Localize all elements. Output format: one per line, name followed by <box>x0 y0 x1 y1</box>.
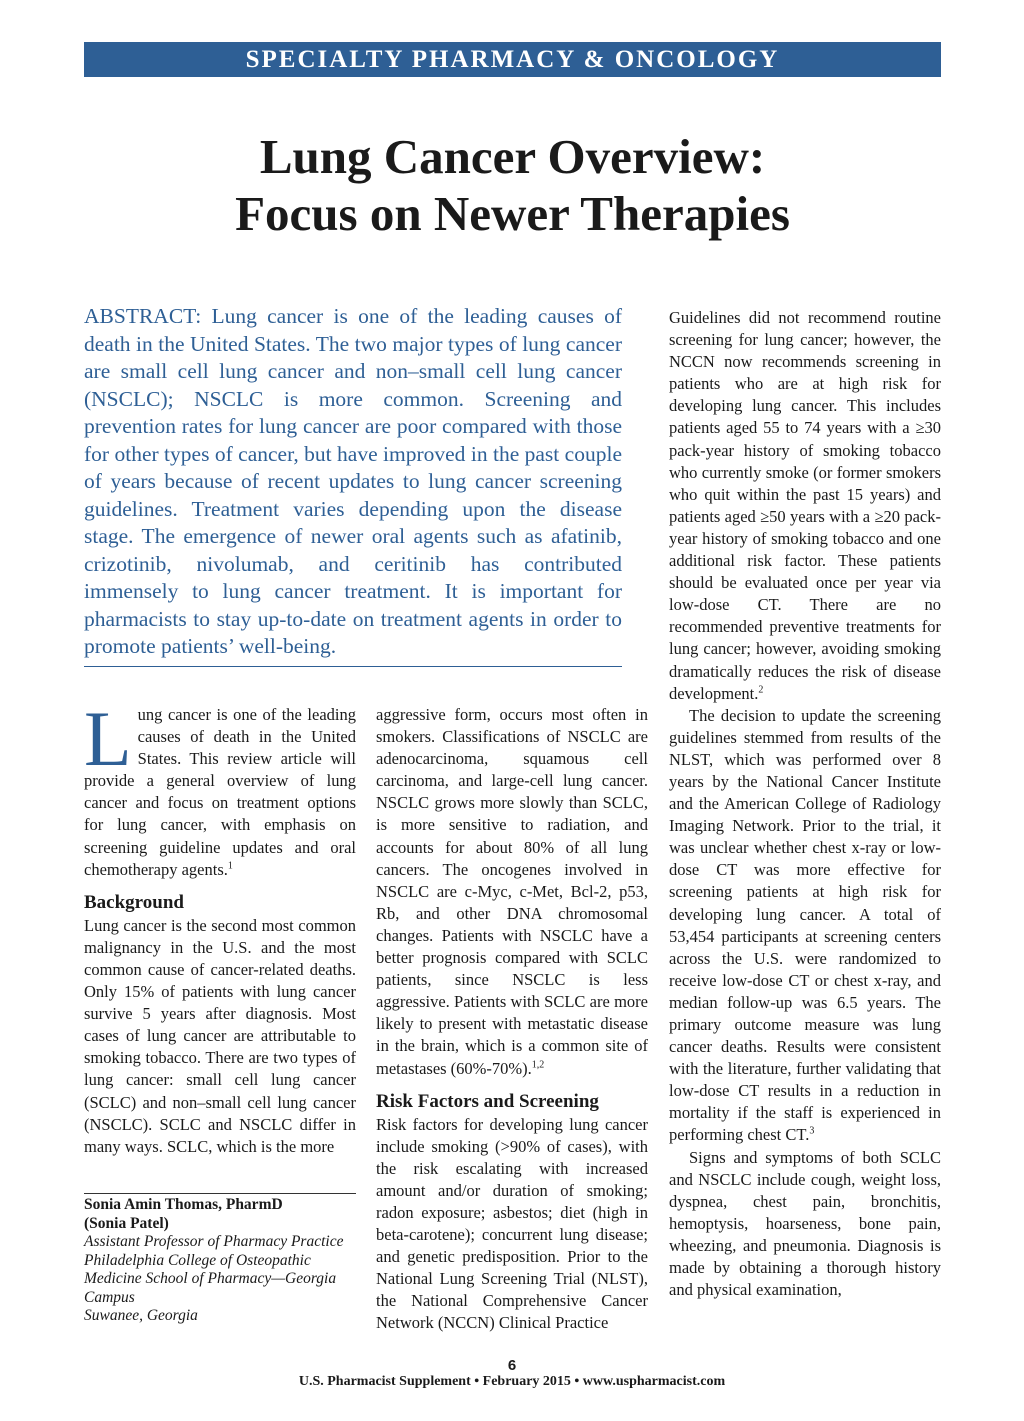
background-text: aggressive form, occurs most often in smokers. Classifications of NSCLC are adenocarcinoma, squamous cell carcinoma, and large-cell lung cancer. NSCLC grows more slowly than SCLC, is more sensitive to radiation, and accounts for about 80% of all lung cancers. The oncogenes involved in NSCLC are c-Myc, c-Met, Bcl-2, p53, Rb, and other DNA chromosomal changes. Patients with NSCLC have a better prognosis compared with SCLC patients, since NSCLC is less aggressive. Patients with SCLC are more likely to present with metastatic disease in the brain, which is a common site of metastases (60%-70%). <box>376 705 648 1078</box>
column-3 <box>669 307 941 1301</box>
title-line-2: Focus on Newer Therapies <box>235 186 790 241</box>
page-number: 6 <box>507 1357 517 1374</box>
background-reference: 1,2 <box>531 1059 545 1070</box>
signs-paragraph: Signs and symptoms of both SCLC and NSCLC include cough, weight loss, dyspnea, chest pain, bronchitis, hemoptysis, hoarseness, bone pain, wheezing, and pneumonia. Diagnosis is made by obtaining a thorough history and physical examination, <box>669 1147 941 1300</box>
risk-reference: 2 <box>758 684 764 696</box>
intro-text: ung cancer is one of the leading causes of death in the United States. This review article will provide a general overview of lung cancer and focus on treatment options for lung cancer, with emphasis on screening guideline updates and oral chemotherapy agents. <box>84 705 356 879</box>
background-paragraph-start: Lung cancer is the second most common malignancy in the U.S. and the most common cause of cancer-related deaths. Only 15% of patients with lung cancer survive 5 years after diagnosis. Most cases of lung cancer are attributable to smoking tobacco. There are two types of lung cancer: small cell lung cancer (SCLC) and non–small cell lung cancer (NSCLC). SCLC and NSCLC differ in many ways. SCLC, which is the more <box>84 915 356 1156</box>
author-institution: Philadelphia College of Osteopathic Medicine School of Pharmacy—Georgia Campus <box>84 1251 337 1306</box>
risk-text: Guidelines did not recommend routine screening for lung cancer; however, the NCCN now recommends screening in patients who are at high risk for developing lung cancer. This includes patients aged 55 to 74 years with a ≥30 pack-year history of smoking tobacco who currently smoke (or former smokers who quit within the past 15 years) and patients aged ≥50 years with a ≥20 pack-year history of smoking tobacco and one additional risk factor. These patients should be evaluated once per year via low-dose CT. There are no recommended preventive treatments for lung cancer; however, avoiding smoking dramatically reduces the risk of disease development. <box>669 308 941 703</box>
risk-heading: Risk Factors and Screening <box>376 1090 599 1112</box>
abstract: ABSTRACT: Lung cancer is one of the leading causes of death in the United States. The two major types of lung cancer are small cell lung cancer and non–small cell lung cancer (NSCLC); NSCLC is more common. Screening and prevention rates for lung cancer are poor compared with those for other types of cancer, but have improved in the past couple of years because of recent updates to lung cancer screening guidelines. Treatment varies depending upon the disease stage. The emergence of newer oral agents such as afatinib, crizotinib, nivolumab, and ceritinib has contributed immensely to lung cancer treatment. It is important for pharmacists to stay up-to-date on treatment agents in order to promote patients’ well-being. <box>84 304 622 658</box>
decision-reference: 3 <box>809 1125 815 1137</box>
intro-reference: 1 <box>227 860 233 872</box>
author-block <box>84 1196 356 1326</box>
risk-paragraph-cont <box>669 307 941 705</box>
title-line-1: Lung Cancer Overview: <box>259 129 766 184</box>
article-title <box>84 128 941 242</box>
column-2 <box>376 704 648 1335</box>
background-paragraph-cont <box>376 704 648 1080</box>
author-location: Suwanee, Georgia <box>84 1307 198 1324</box>
page-footer: U.S. Pharmacist Supplement • February 2015 • www.uspharmacist.com <box>298 1374 726 1389</box>
author-divider <box>84 1193 356 1194</box>
intro-paragraph <box>84 695 356 881</box>
risk-paragraph-start: Risk factors for developing lung cancer include smoking (>90% of cases), with the risk escalating with increased amount and/or duration of smoking; radon exposure; asbestos; diet (high in beta-carotene); concurrent lung disease; and genetic predisposition. Prior to the National Lung Screening Trial (NLST), the National Comprehensive Cancer Network (NCCN) Clinical Practice <box>376 1114 648 1333</box>
abstract-divider <box>84 666 622 667</box>
author-title: Assistant Professor of Pharmacy Practice <box>84 1233 344 1250</box>
decision-text: The decision to update the screening guidelines stemmed from results of the NLST, which was performed over 8 years by the National Cancer Institute and the American College of Radiology Imaging Network. Prior to the trial, it was unclear whether chest x-ray or low-dose CT was more effective for screening patients at high risk for developing lung cancer. A total of 53,454 participants at screening centers across the U.S. were randomized to receive low-dose CT or chest x-ray, and median follow-up was 6.5 years. The primary outcome measure was lung cancer deaths. Results were consistent with the literature, further validating that low-dose CT results in a reduction in mortality if the staff is experienced in performing chest CT. <box>669 705 941 1145</box>
author-alt-name: (Sonia Patel) <box>84 1214 169 1232</box>
drop-cap: L <box>84 695 132 782</box>
section-banner: SPECIALTY PHARMACY & ONCOLOGY <box>84 42 941 77</box>
background-heading: Background <box>84 891 184 913</box>
column-1 <box>84 695 356 1158</box>
author-name: Sonia Amin Thomas, PharmD <box>84 1196 283 1213</box>
decision-paragraph <box>669 705 941 1147</box>
